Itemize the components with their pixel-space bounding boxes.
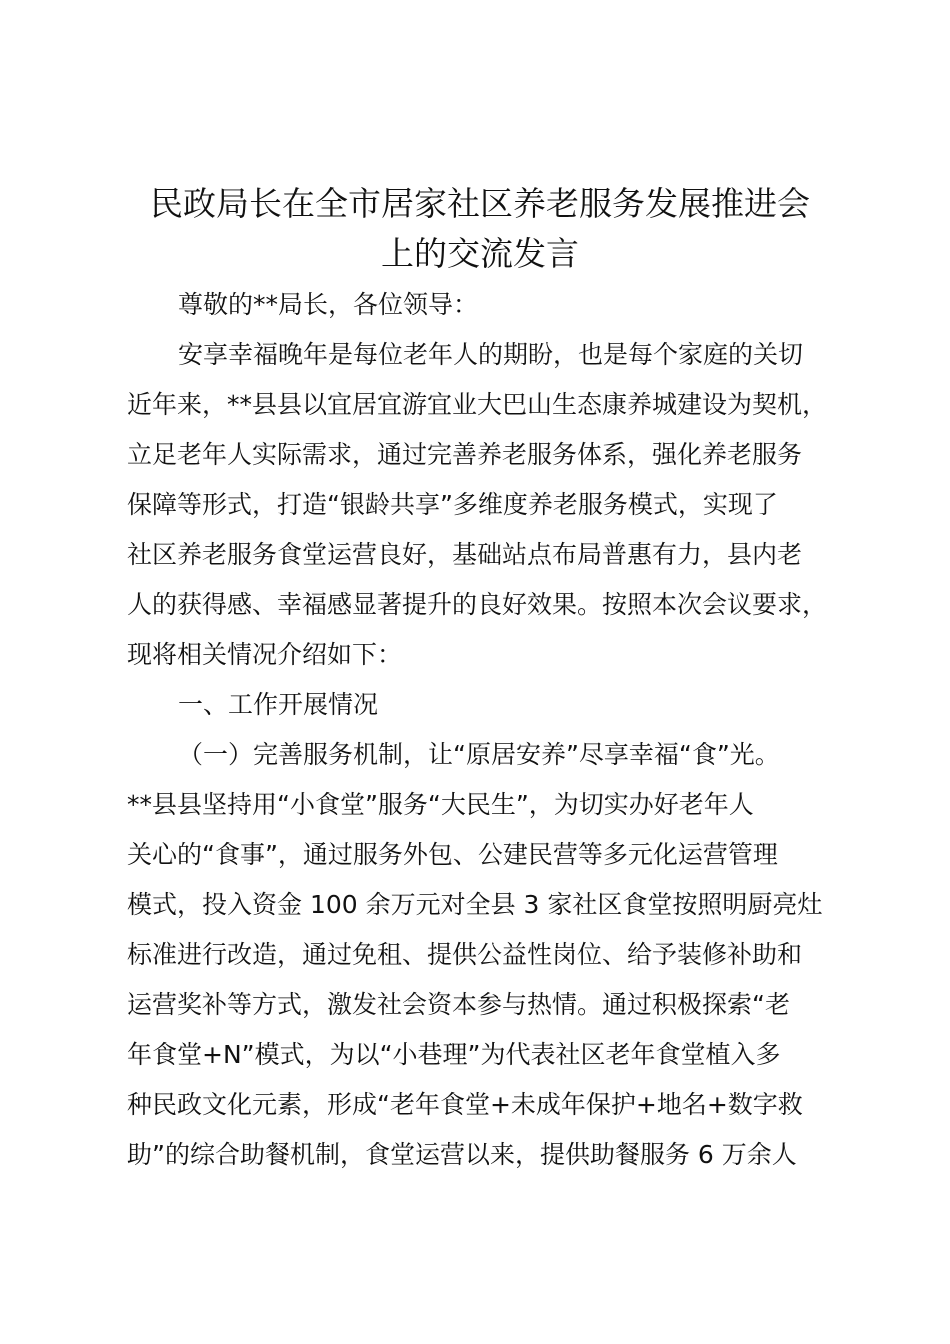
paragraph-line: **县县坚持用“小食堂”服务“大民生”，为切实办好老年人 [127,790,754,819]
paragraph-line: 标准进行改造，通过免租、提供公益性岗位、给予装修补助和 [127,940,803,969]
subsection-heading: （一）完善服务机制，让“原居安养”尽享幸福“食”光。 [178,740,780,769]
paragraph-line: 社区养老服务食堂运营良好，基础站点布局普惠有力，县内老 [127,540,803,569]
paragraph-line: 安享幸福晚年是每位老年人的期盼，也是每个家庭的关切 [178,340,804,369]
paragraph-line: 立足老年人实际需求，通过完善养老服务体系，强化养老服务 [127,440,803,469]
paragraph-line: 关心的“食事”，通过服务外包、公建民营等多元化运营管理 [127,840,778,869]
paragraph-line: 种民政文化元素，形成“老年食堂+未成年保护+地名+数字救 [127,1090,803,1119]
paragraph-line: 运营奖补等方式，激发社会资本参与热情。通过积极探索“老 [127,990,790,1019]
section-heading: 一、工作开展情况 [178,690,379,719]
paragraph-line: 现将相关情况介绍如下： [127,640,403,669]
paragraph-line: 近年来，**县县以宜居宜游宜业大巴山生态康养城建设为契机， [127,390,828,419]
salutation: 尊敬的**局长，各位领导： [178,290,479,319]
paragraph-line: 模式，投入资金 100 余万元对全县 3 家社区食堂按照明厨亮灶 [127,890,823,919]
paragraph-line: 保障等形式，打造“银龄共享”多维度养老服务模式，实现了 [127,490,778,519]
document-title-line-2: 上的交流发言 [381,234,579,273]
paragraph-line: 人的获得感、幸福感显著提升的良好效果。按照本次会议要求， [127,590,828,619]
document-title-line-1: 民政局长在全市居家社区养老服务发展推进会 [150,184,810,223]
paragraph-line: 年食堂+N”模式，为以“小巷理”为代表社区老年食堂植入多 [127,1040,781,1069]
paragraph-line: 助”的综合助餐机制，食堂运营以来，提供助餐服务 6 万余人 [127,1140,797,1169]
